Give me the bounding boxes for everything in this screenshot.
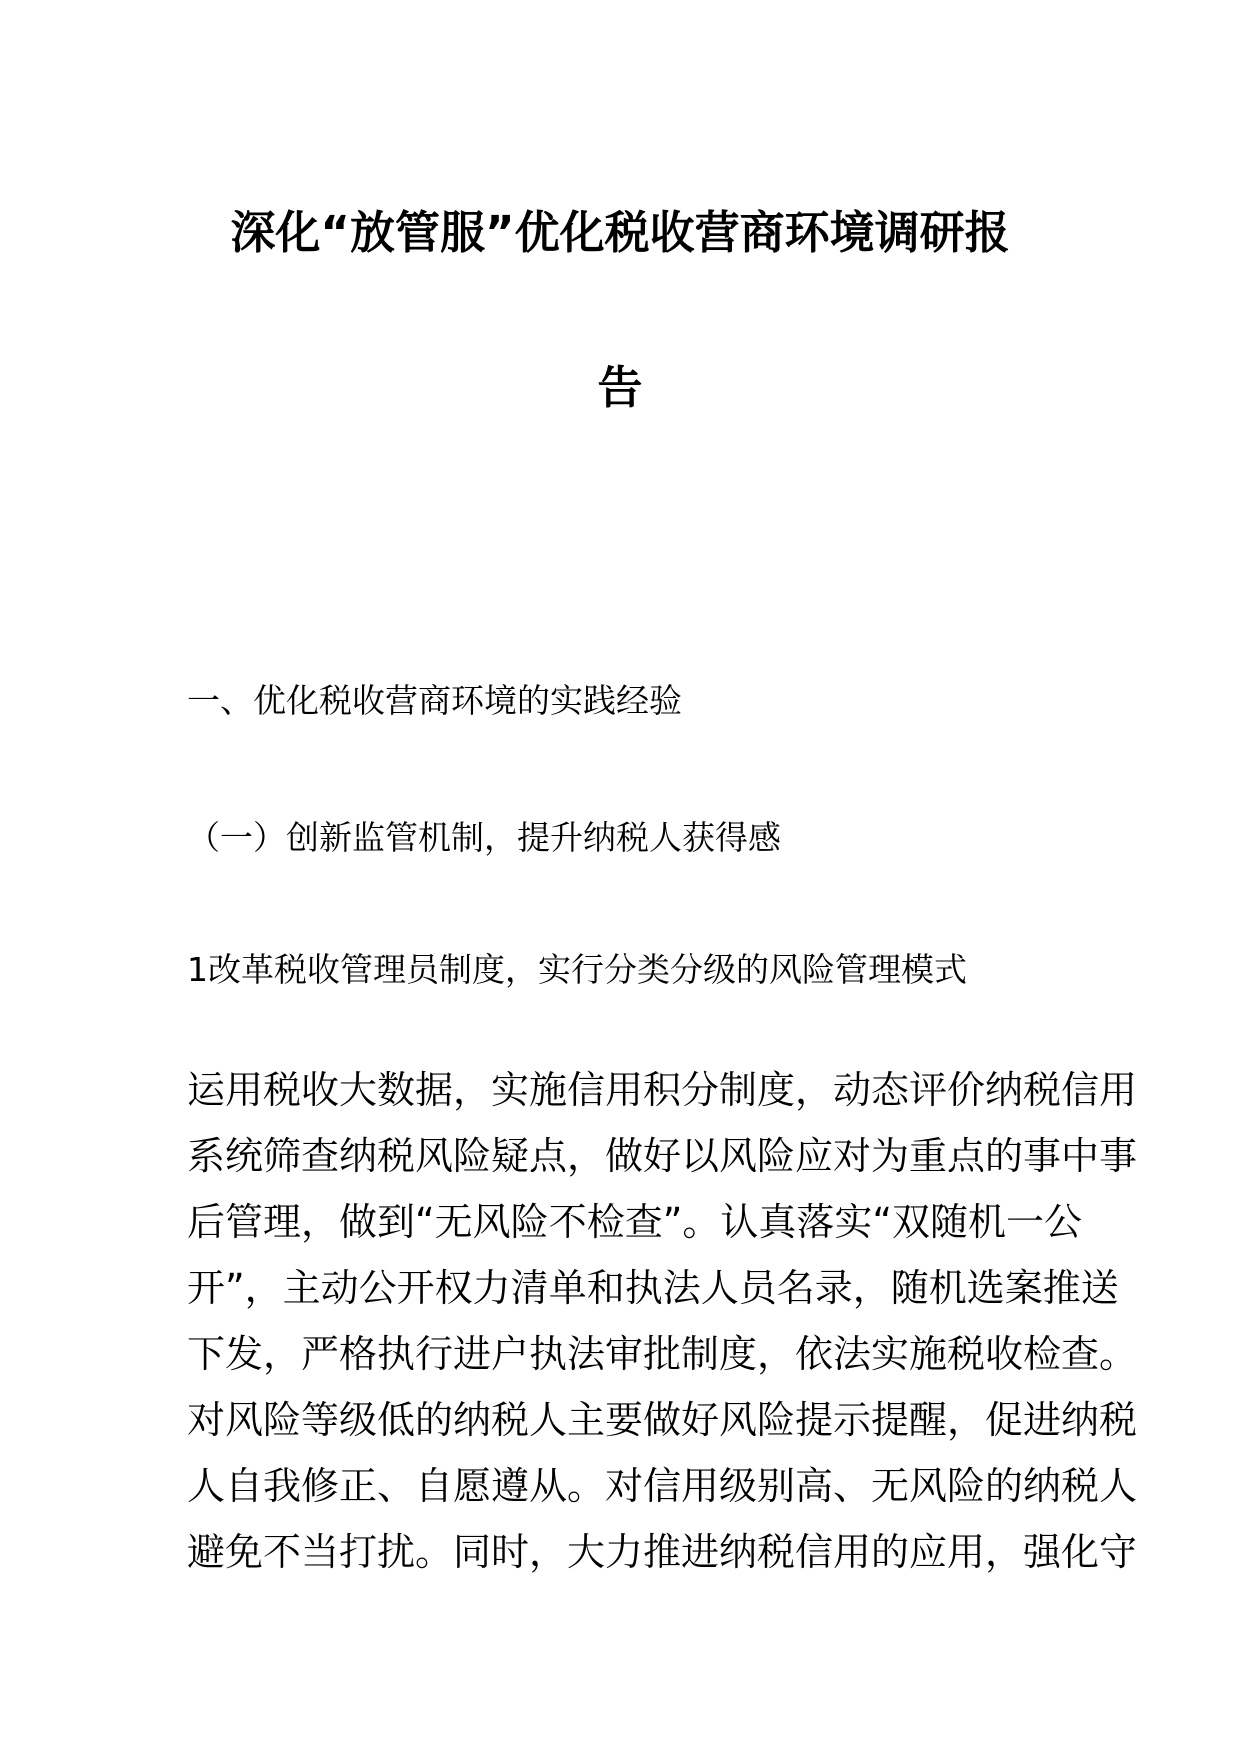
subsection-heading-1: （一）创新监管机制，提升纳税人获得感 bbox=[187, 818, 781, 857]
paragraph-line: 开”，主动公开权力清单和执法人员名录，随机选案推送 bbox=[187, 1266, 1119, 1310]
paragraph-line: 下发，严格执行进户执法审批制度，依法实施税收检查。 bbox=[187, 1332, 1138, 1376]
paragraph-line: 后管理，做到“无风险不检查”。认真落实“双随机一公 bbox=[187, 1200, 1083, 1244]
paragraph-line: 对风险等级低的纳税人主要做好风险提示提醒，促进纳税 bbox=[187, 1398, 1138, 1442]
section-heading-1: 一、优化税收营商环境的实践经验 bbox=[187, 681, 682, 720]
body-paragraph bbox=[187, 1057, 1138, 1585]
paragraph-line: 系统筛查纳税风险疑点，做好以风险应对为重点的事中事 bbox=[187, 1134, 1138, 1178]
document-title-line-2: 告 bbox=[597, 361, 643, 414]
paragraph-line: 运用税收大数据，实施信用积分制度，动态评价纳税信用 bbox=[187, 1068, 1138, 1112]
document-title-line-1: 深化“放管服”优化税收营商环境调研报 bbox=[230, 206, 1010, 259]
paragraph-line: 人自我修正、自愿遵从。对信用级别高、无风险的纳税人 bbox=[187, 1464, 1138, 1508]
item-heading-1: 1改革税收管理员制度，实行分类分级的风险管理模式 bbox=[187, 950, 967, 989]
paragraph-line: 避免不当打扰。同时，大力推进纳税信用的应用，强化守 bbox=[187, 1530, 1138, 1574]
